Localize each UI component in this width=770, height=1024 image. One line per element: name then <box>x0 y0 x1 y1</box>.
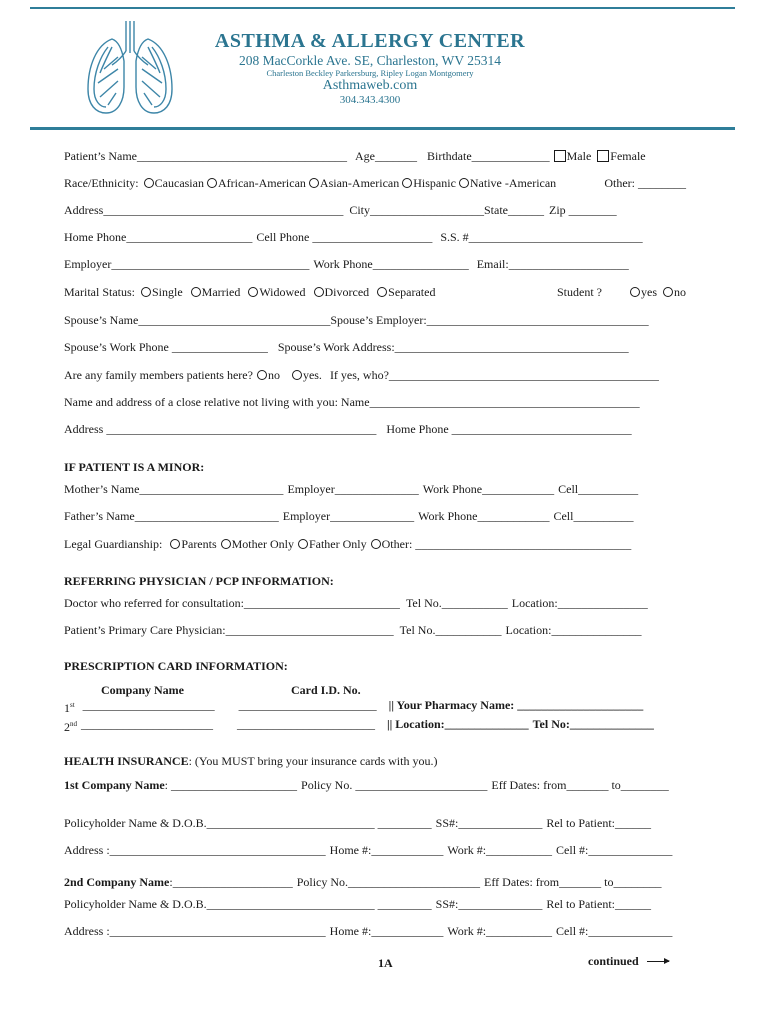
radio-icon[interactable] <box>663 287 673 297</box>
first-eff-dates-field[interactable]: Eff Dates: from_______ to________ <box>491 778 669 792</box>
company-column-header: Company Name <box>101 683 184 697</box>
birthdate-field[interactable]: Birthdate_____________ <box>426 149 550 163</box>
address-field[interactable]: Address________________________________________ <box>64 203 344 217</box>
phone-row <box>64 229 686 245</box>
header-rule <box>30 127 735 130</box>
center-website: Asthmaweb.com <box>322 78 418 93</box>
insurance-heading-note: : (You MUST bring your insurance cards with you.) <box>188 754 438 768</box>
prescription-second-row <box>64 716 686 732</box>
guardianship-option-father[interactable]: Father Only <box>298 536 367 552</box>
radio-icon[interactable] <box>207 178 217 188</box>
pcp-row <box>64 622 686 638</box>
radio-icon[interactable] <box>221 539 231 549</box>
second-company-label: 2nd Company Name <box>64 875 170 889</box>
city-field[interactable]: City___________________ <box>349 203 484 217</box>
first-company-field[interactable]: ______________________ <box>82 698 215 712</box>
insurance-first-holder-row <box>64 815 686 831</box>
pcp-field[interactable]: Patient’s Primary Care Physician:____________________________ <box>64 623 394 637</box>
radio-icon[interactable] <box>144 178 154 188</box>
prescription-heading: PRESCRIPTION CARD INFORMATION: <box>64 659 288 673</box>
first-company-name-field[interactable]: : _____________________ <box>164 778 298 792</box>
center-cities: Charleston Beckley Parkersburg, Ripley Logan Montgomery <box>266 68 474 78</box>
pcp-location-field[interactable]: Location:_______________ <box>505 623 642 637</box>
lungs-logo <box>82 17 178 121</box>
first-rel-field[interactable]: Rel to Patient:______ <box>546 816 652 830</box>
mother-cell-field[interactable]: Cell__________ <box>558 482 639 496</box>
zip-field[interactable]: Zip ________ <box>549 203 617 217</box>
relative-address-row <box>64 421 686 437</box>
referring-heading: REFERRING PHYSICIAN / PCP INFORMATION: <box>64 574 334 588</box>
second-number: 2nd <box>64 720 77 734</box>
pharmacy-location-field[interactable]: || Location:______________ <box>387 717 529 731</box>
family-row <box>64 367 686 383</box>
employer-field[interactable]: Employer_________________________________ <box>64 257 310 271</box>
continued-label: continued <box>588 953 669 969</box>
page-number: 1A <box>378 956 393 970</box>
pharmacy-name-field[interactable]: || Your Pharmacy Name: _____________________ <box>388 698 644 712</box>
first-company-label: 1st Company Name <box>64 778 165 792</box>
father-work-phone-field[interactable]: Work Phone____________ <box>418 509 550 523</box>
guardianship-label: Legal Guardianship: <box>64 537 163 551</box>
first-cell-field[interactable]: Cell #:______________ <box>556 843 673 857</box>
marital-row <box>64 284 686 300</box>
second-work-field[interactable]: Work #:___________ <box>447 924 553 938</box>
radio-icon[interactable] <box>459 178 469 188</box>
radio-icon[interactable] <box>371 539 381 549</box>
mother-name-field[interactable]: Mother’s Name________________________ <box>64 482 284 496</box>
relative-row <box>64 394 686 410</box>
second-rel-field[interactable]: Rel to Patient:______ <box>546 897 652 911</box>
first-work-field[interactable]: Work #:___________ <box>447 843 553 857</box>
spouse-employer-field[interactable]: Spouse’s Employer:_____________________________________ <box>330 313 649 327</box>
second-address-field[interactable]: Address :____________________________________ <box>64 924 326 938</box>
first-home-field[interactable]: Home #:____________ <box>329 843 444 857</box>
second-policy-field[interactable]: Policy No.______________________ <box>296 875 481 889</box>
marital-option-divorced[interactable]: Divorced <box>314 284 370 300</box>
student-no-option[interactable]: no <box>663 284 686 300</box>
marital-label: Marital Status: <box>64 285 135 299</box>
female-option[interactable]: Female <box>597 148 645 164</box>
home-phone-field[interactable]: Home Phone_____________________ <box>64 230 253 244</box>
radio-icon[interactable] <box>257 370 267 380</box>
family-no-option[interactable]: no <box>257 367 280 383</box>
mother-row <box>64 481 686 497</box>
marital-option-married[interactable]: Married <box>191 284 241 300</box>
first-ss-field[interactable]: SS#:______________ <box>435 816 543 830</box>
first-holder-field[interactable]: Policyholder Name & D.O.B.____________________________ _________ <box>64 816 432 830</box>
radio-icon[interactable] <box>309 178 319 188</box>
radio-icon[interactable] <box>191 287 201 297</box>
relative-address-field[interactable]: Address _____________________________________________ <box>64 422 377 436</box>
spouse-work-address-field[interactable]: Spouse’s Work Address:_______________________________________ <box>277 340 629 354</box>
center-phone: 304.343.4300 <box>339 94 401 106</box>
male-checkbox[interactable] <box>554 150 566 162</box>
family-yes-option[interactable]: yes. <box>292 367 322 383</box>
race-option-african-american[interactable]: African-American <box>207 175 306 191</box>
insurance-first-address-row <box>64 842 686 858</box>
race-label: Race/Ethnicity: <box>64 176 139 190</box>
guardianship-option-parents[interactable]: Parents <box>170 536 216 552</box>
radio-icon[interactable] <box>298 539 308 549</box>
race-other-field[interactable]: Other: ________ <box>604 176 686 190</box>
age-field[interactable]: Age_______ <box>354 149 417 163</box>
first-card-field[interactable]: _______________________ <box>238 698 377 712</box>
second-eff-dates-field[interactable]: Eff Dates: from_______ to________ <box>484 875 662 889</box>
work-phone-field[interactable]: Work Phone________________ <box>313 257 469 271</box>
radio-icon[interactable] <box>170 539 180 549</box>
guardianship-option-other[interactable]: Other: ____________________________________ <box>371 536 632 552</box>
spouse-work-phone-field[interactable]: Spouse’s Work Phone ________________ <box>64 340 268 354</box>
referring-doctor-row <box>64 595 686 611</box>
insurance-second-address-row <box>64 923 686 939</box>
center-address: 208 MacCorkle Ave. SE, Charleston, WV 25314 <box>238 53 502 68</box>
father-cell-field[interactable]: Cell__________ <box>553 509 634 523</box>
student-label: Student ? <box>557 285 602 299</box>
marital-option-separated[interactable]: Separated <box>377 284 435 300</box>
second-company-name-field[interactable]: :____________________ <box>169 875 293 889</box>
top-rule <box>30 7 735 9</box>
relative-name-field[interactable]: Name and address of a close relative not living with you: Name_____________________________________________ <box>64 395 640 409</box>
student-yes-option[interactable]: yes <box>630 284 657 300</box>
father-name-field[interactable]: Father’s Name________________________ <box>64 509 279 523</box>
marital-option-single[interactable]: Single <box>141 284 183 300</box>
pcp-tel-field[interactable]: Tel No.___________ <box>399 623 502 637</box>
race-option-hispanic[interactable]: Hispanic <box>402 175 456 191</box>
first-address-field[interactable]: Address :____________________________________ <box>64 843 326 857</box>
minor-heading: IF PATIENT IS A MINOR: <box>64 460 205 474</box>
radio-icon[interactable] <box>292 370 302 380</box>
radio-icon[interactable] <box>314 287 324 297</box>
first-number: 1st <box>64 701 75 715</box>
radio-icon[interactable] <box>248 287 258 297</box>
race-option-native-american[interactable]: Native -American <box>459 175 556 191</box>
card-column-header: Card I.D. No. <box>291 683 361 697</box>
second-holder-field[interactable]: Policyholder Name & D.O.B.____________________________ _________ <box>64 897 432 911</box>
address-row <box>64 202 686 218</box>
center-title: ASTHMA & ALLERGY CENTER <box>214 30 526 52</box>
guardianship-row <box>64 536 686 552</box>
radio-icon[interactable] <box>377 287 387 297</box>
guardianship-option-mother[interactable]: Mother Only <box>221 536 294 552</box>
marital-option-widowed[interactable]: Widowed <box>248 284 305 300</box>
female-checkbox[interactable] <box>597 150 609 162</box>
patient-name-row <box>64 148 686 164</box>
prescription-first-row <box>64 697 686 713</box>
pharmacy-tel-field[interactable]: Tel No:______________ <box>532 717 654 731</box>
relative-home-phone-field[interactable]: Home Phone ______________________________ <box>386 422 632 436</box>
family-who-field[interactable]: If yes, who?_____________________________________________ <box>329 368 659 382</box>
second-card-field[interactable]: _______________________ <box>237 717 375 731</box>
ss-field[interactable]: S.S. #_____________________________ <box>440 230 643 244</box>
father-row <box>64 508 686 524</box>
referring-location-field[interactable]: Location:_______________ <box>511 596 648 610</box>
patient-name-field[interactable]: Patient’s Name___________________________________ <box>64 149 347 163</box>
male-option[interactable]: Male <box>554 148 592 164</box>
spouse-name-field[interactable]: Spouse’s Name________________________________ <box>64 313 331 327</box>
second-home-field[interactable]: Home #:____________ <box>329 924 444 938</box>
second-cell-field[interactable]: Cell #:______________ <box>556 924 673 938</box>
insurance-heading <box>64 753 686 769</box>
insurance-second-row <box>64 874 686 890</box>
cell-phone-field[interactable]: Cell Phone ____________________ <box>256 230 433 244</box>
mother-employer-field[interactable]: Employer______________ <box>287 482 419 496</box>
mother-work-phone-field[interactable]: Work Phone____________ <box>422 482 555 496</box>
spouse-work-row <box>64 339 686 355</box>
insurance-heading-bold: HEALTH INSURANCE <box>64 754 189 768</box>
state-field[interactable]: State______ <box>484 203 544 217</box>
email-field[interactable]: Email:____________________ <box>476 257 629 271</box>
second-company-field[interactable]: ______________________ <box>81 717 213 731</box>
insurance-first-row <box>64 777 686 793</box>
spouse-row <box>64 312 686 328</box>
radio-icon[interactable] <box>402 178 412 188</box>
referring-doctor-field[interactable]: Doctor who referred for consultation:__________________________ <box>64 596 400 610</box>
race-option-caucasian[interactable]: Caucasian <box>144 175 204 191</box>
right-arrow-icon <box>647 961 669 962</box>
second-ss-field[interactable]: SS#:______________ <box>435 897 543 911</box>
race-option-asian-american[interactable]: Asian-American <box>309 175 399 191</box>
family-question: Are any family members patients here? <box>64 368 253 382</box>
race-row <box>64 175 686 191</box>
insurance-second-holder-row <box>64 896 686 912</box>
first-policy-field[interactable]: Policy No. ______________________ <box>301 778 488 792</box>
radio-icon[interactable] <box>141 287 151 297</box>
radio-icon[interactable] <box>630 287 640 297</box>
referring-tel-field[interactable]: Tel No.___________ <box>405 596 508 610</box>
employer-row <box>64 256 686 272</box>
father-employer-field[interactable]: Employer______________ <box>282 509 415 523</box>
